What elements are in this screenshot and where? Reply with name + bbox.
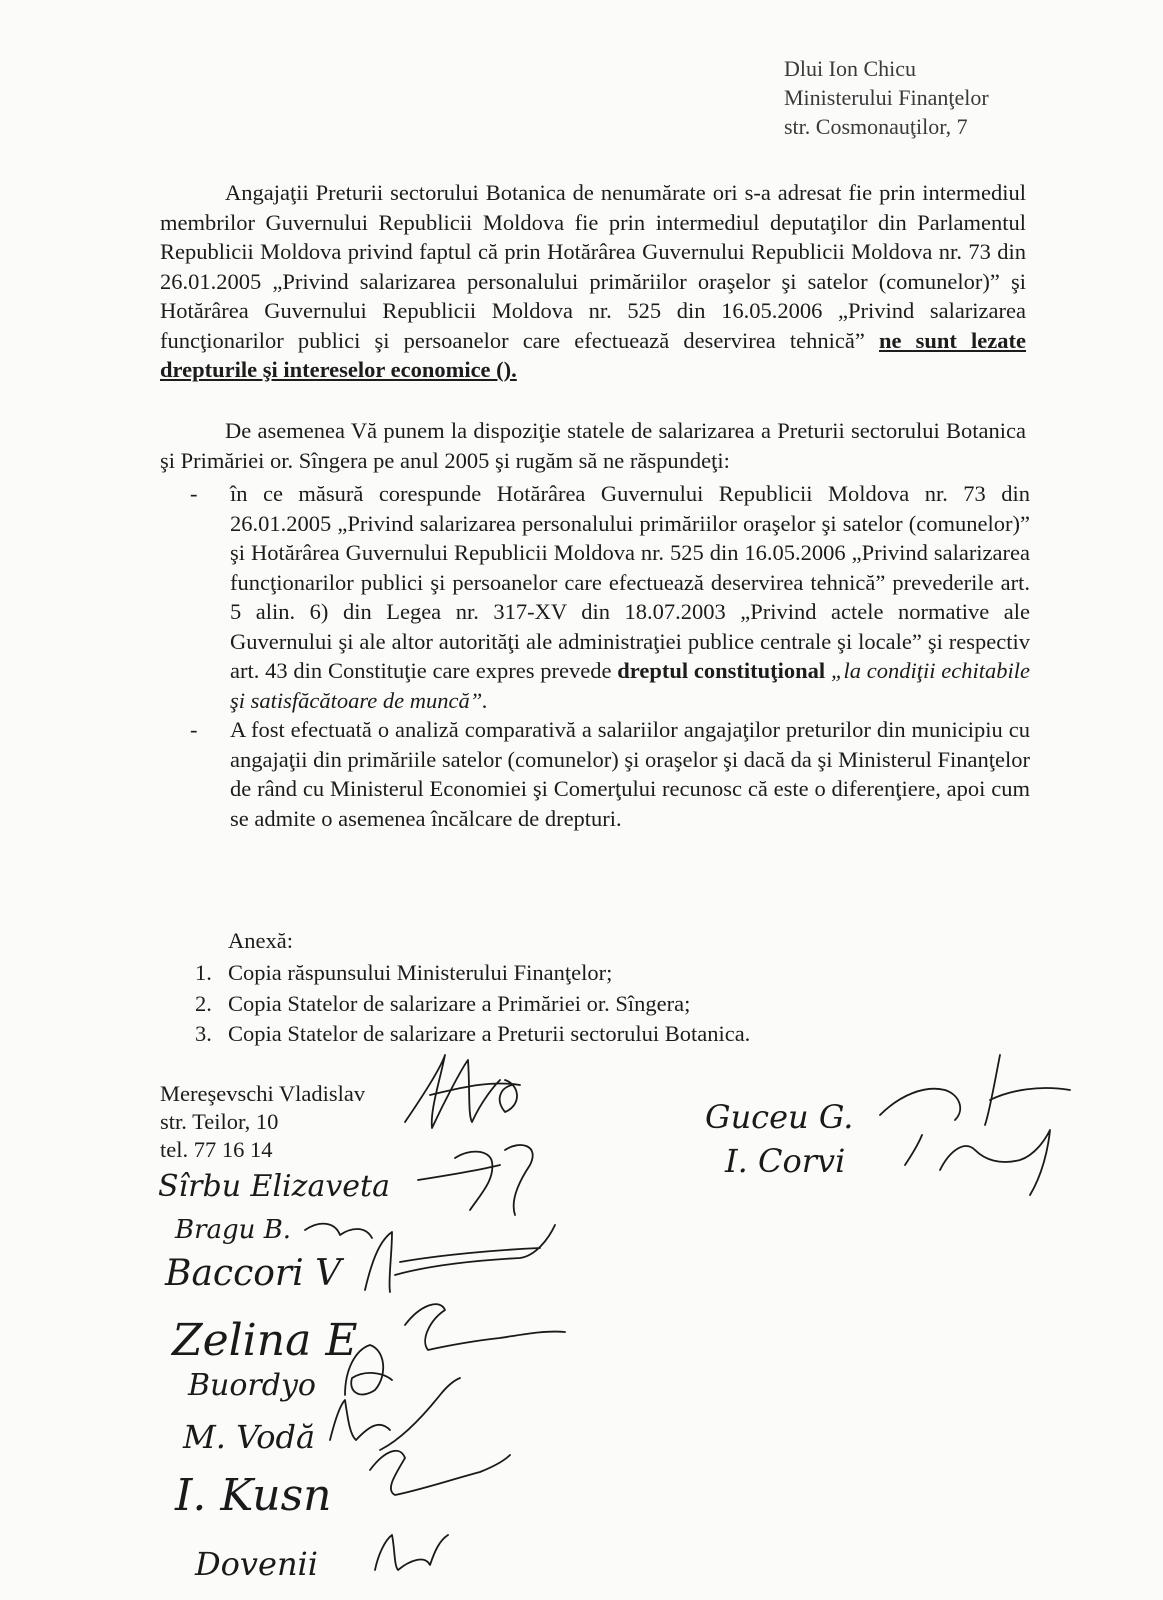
signature-mark	[418, 1145, 533, 1215]
signature-corvi: I. Corvi	[725, 1142, 846, 1180]
signature-mark	[880, 1055, 1070, 1125]
signature-mark	[365, 1225, 555, 1292]
annex-item-number: 1.	[195, 960, 212, 985]
list-item	[190, 479, 1030, 715]
annex-item-text: Copia Statelor de salarizare a Preturii sectorului Botanica.	[228, 1021, 751, 1046]
signature-voda: M. Vodă	[183, 1418, 316, 1456]
recipient-street: str. Cosmonauţilor, 7	[784, 114, 968, 139]
annex-item-text: Copia răspunsului Ministerului Finanţelor;	[228, 960, 613, 985]
signature-mark	[370, 1451, 510, 1495]
paragraph-1	[160, 178, 1026, 385]
paragraph-2-text: De asemenea Vă punem la dispoziţie statele de salarizarea a Preturii sectorului Botanica şi Primăriei or. Sîngera pe anul 2005 şi rugăm să ne răspundeţi:	[160, 418, 1026, 473]
bullet-1-italic: „la condiţii echitabile şi satisfăcătoare de muncă”.	[230, 658, 1030, 713]
paragraph-1-emphasis: ne sunt lezate drepturile şi intereselor economice ().	[160, 327, 1027, 382]
signature-scribble	[405, 1055, 520, 1128]
signer-phone: tel. 77 16 14	[160, 1137, 273, 1162]
signer-street: str. Teilor, 10	[160, 1109, 279, 1134]
signature-mark	[345, 1345, 392, 1395]
signer-block	[160, 1080, 365, 1164]
list-item	[195, 989, 750, 1020]
signature-mark	[375, 1535, 448, 1570]
list-item	[195, 958, 750, 989]
annex-item-number: 2.	[195, 990, 212, 1016]
bullet-2-text: A fost efectuată o analiză comparativă a salariilor angajaţilor preturilor din municipiu cu angajaţii din primăriile satelor (comunelor) şi oraşelor şi dacă da şi Ministerul Finanţelor de rând cu Ministerul Economiei şi Comerţului recunosc că este o diferenţiere, apoi cum se admite o asemenea încălcare de drepturi.	[230, 717, 1030, 831]
signature-baccori: Baccori V	[165, 1253, 342, 1294]
signature-mark	[905, 1130, 1050, 1195]
recipient-institution: Ministerului Finanţelor	[784, 85, 989, 110]
signature-guceu: Guceu G.	[705, 1098, 854, 1136]
signature-mark	[330, 1378, 460, 1450]
annex-list	[195, 958, 750, 1050]
paragraph-1-text: Angajaţii Preturii sectorului Botanica de nenumărate ori s-a adresat fie prin intermediul membrilor Guvernului Republicii Moldova fie prin intermediul deputaţilor din Parlamentul Republicii Moldova privind faptul că prin Hotărârea Guvernului Republicii Moldova nr. 73 din 26.01.2005 „Privind salarizarea personalului primăriilor oraşelor şi satelor (comunelor)” şi Hotărârea Guvernului Republicii Moldova nr. 525 din 16.05.2006 „Privind salarizarea funcţionarilor publici şi persoanelor care efectuează deservirea tehnică”	[160, 180, 1026, 353]
bullet-dash: -	[190, 717, 198, 742]
bullet-dash: -	[190, 481, 198, 506]
question-list	[190, 479, 1030, 833]
signature-buordyo: Buordyo	[188, 1368, 316, 1403]
annex-item-number: 3.	[195, 1021, 212, 1046]
signature-sirbu: Sîrbu Elizaveta	[158, 1169, 390, 1204]
paragraph-2	[160, 416, 1026, 475]
bullet-1-text: în ce măsură corespunde Hotărârea Guvernului Republicii Moldova nr. 73 din 26.01.2005 „Privind salarizarea personalului primăriilor oraşelor şi satelor (comunelor)” şi Hotărârea Guvernului Republicii Moldova nr. 525 din 16.05.2006 „Privind salarizarea funcţionarilor publici şi persoanelor care efectuează deservirea tehnică” prevederile art. 5 alin. 6) din Legea nr. 317-XV din 18.07.2003 „Privind actele normative ale Guvernului şi ale altor autorităţi ale administraţiei publice centrale şi locale” şi respectiv art. 43 din Constituţie care expres prevede	[230, 481, 1030, 683]
bullet-1-bold: dreptul constituţional	[617, 658, 826, 683]
signature-bragu: Bragu B.	[175, 1215, 292, 1245]
signature-mark	[305, 1224, 372, 1238]
recipient-address	[784, 54, 989, 141]
recipient-name: Dlui Ion Chicu	[784, 56, 916, 81]
signature-mark	[405, 1304, 565, 1350]
annex-item-text: Copia Statelor de salarizare a Primăriei or. Sîngera;	[228, 990, 691, 1016]
signature-dovenii: Dovenii	[195, 1545, 319, 1583]
annex-title: Anexă:	[228, 928, 293, 953]
signer-name: Mereşevschi Vladislav	[160, 1081, 366, 1106]
list-item	[190, 715, 1030, 833]
signature-kusn: I. Kusn	[175, 1470, 332, 1521]
signature-zelina: Zelina E	[172, 1315, 358, 1366]
list-item	[195, 1019, 750, 1050]
